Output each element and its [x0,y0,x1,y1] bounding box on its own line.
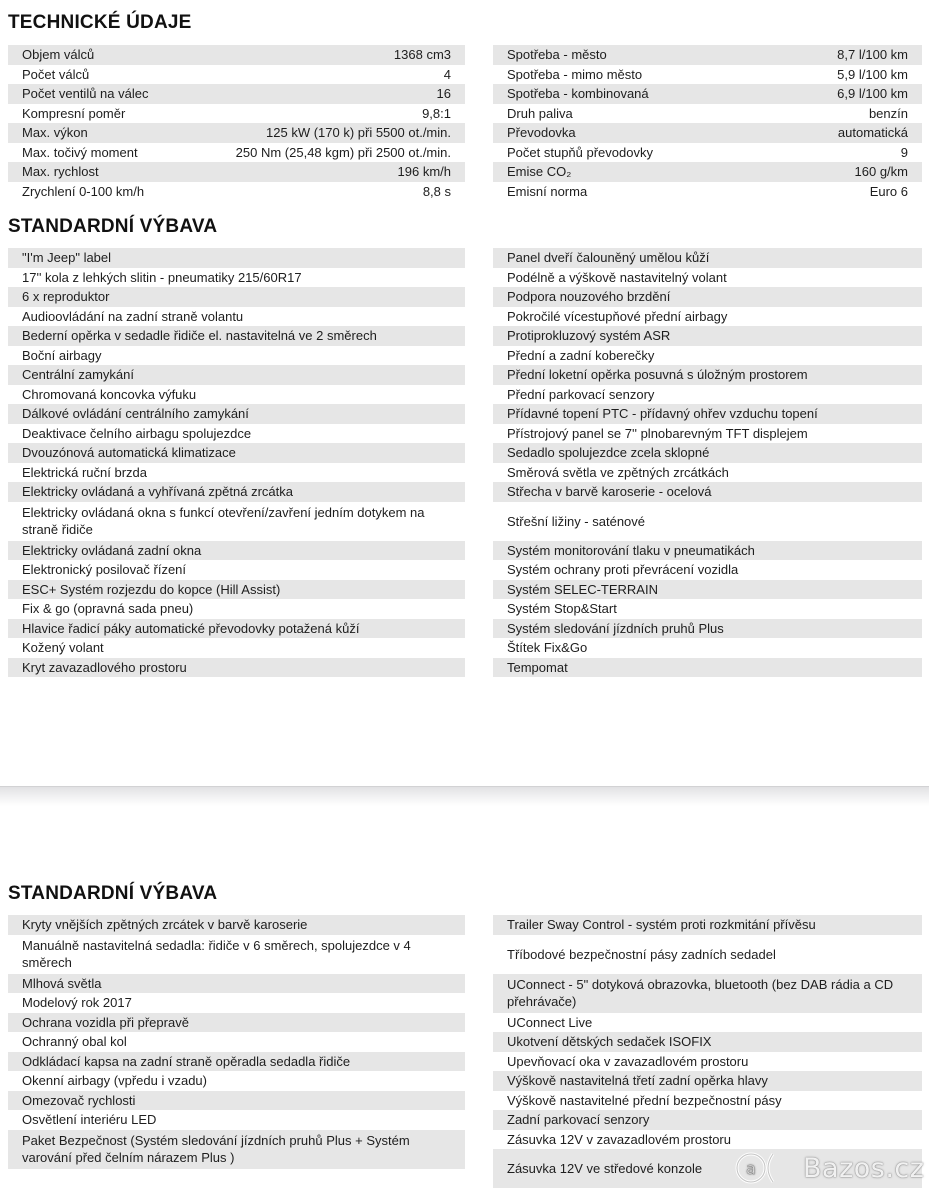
equipment-item-label: Tříbodové bezpečnostní pásy zadních sedadel [507,946,776,962]
equipment-item-label: Pokročilé vícestupňové přední airbagy [507,308,728,324]
equipment-item [493,404,922,424]
spec-value: 1368 cm3 [393,47,451,63]
equipment-item [8,915,465,935]
equipment-item [493,915,922,935]
equipment-item-label: Systém monitorování tlaku v pneumatikách [507,542,755,558]
equipment-item [8,307,465,327]
spec-value: 250 Nm (25,48 kgm) při 2500 ot./min. [235,144,451,160]
equipment-item [8,935,465,974]
equipment-item-label: Přední loketní opěrka posuvná s úložným prostorem [507,367,808,383]
equipment-item-label: Audioovládání na zadní straně volantu [22,308,244,324]
spec-value: Euro 6 [869,183,908,199]
equipment-item [493,1052,922,1072]
equipment-item [8,619,465,639]
equipment-item-label: Elektricky ovládaná zadní okna [22,542,202,558]
equipment-item [8,404,465,424]
bazos-watermark [733,1148,923,1188]
equipment-item [8,541,465,561]
equipment-item-label: 17'' kola z lehkých slitin - pneumatiky 215/60R17 [22,269,302,285]
spec-value: 4 [443,66,451,82]
equipment-item-label: Zadní parkovací senzory [507,1112,650,1128]
equipment-item-label: UConnect Live [507,1014,593,1030]
spec-row [8,182,465,202]
watermark-text: Bazos.cz [803,1152,925,1184]
spec-row [8,45,465,65]
equipment-item-label: Manuálně nastavitelná sedadla: řidiče v 6 směrech, spolujezdce v 4 směrech [22,938,411,970]
spec-label: Druh paliva [507,105,573,121]
spec-row [493,104,922,124]
equipment-item [8,993,465,1013]
equipment-item [8,1091,465,1111]
equipment-item [493,443,922,463]
spec-value: benzín [868,105,908,121]
equipment-item [8,424,465,444]
equipment-item-label: Elektrická ruční brzda [22,464,147,480]
equipment-item-label: Přístrojový panel se 7'' plnobarevným TFT displejem [507,425,808,441]
spec-label: Zrychlení 0-100 km/h [22,183,145,199]
equipment-item [8,974,465,994]
equipment-item [493,268,922,288]
equipment-item [8,1071,465,1091]
equipment-item [493,482,922,502]
equipment-item [493,424,922,444]
equipment-item [493,365,922,385]
equipment-item [8,385,465,405]
equipment-item [8,1013,465,1033]
equipment-item-label: Hlavice řadicí páky automatické převodovky potažená kůží [22,620,360,636]
equipment-item-label: Paket Bezpečnost (Systém sledování jízdních pruhů Plus + Systém varování před čelním nárazem Plus ) [22,1133,410,1165]
equipment-item [493,1013,922,1033]
equipment-item-label: Zásuvka 12V v zavazadlovém prostoru [507,1131,731,1147]
svg-text:a: a [746,1159,756,1178]
equipment-item-label: Přední a zadní koberečky [507,347,655,363]
equipment-item-label: Systém sledování jízdních pruhů Plus [507,620,724,636]
tech-specs-left-table [8,45,465,201]
equipment-item-label: Kožený volant [22,640,104,656]
tech-specs-right-table [493,45,922,201]
spec-row [8,104,465,124]
equipment-item-label: Sedadlo spolujezdce zcela sklopné [507,445,710,461]
spec-label: Max. výkon [22,125,88,141]
equipment-item [8,326,465,346]
bazos-logo-icon [733,1150,797,1186]
equipment-item [8,482,465,502]
equipment-item [8,443,465,463]
spec-value: 125 kW (170 k) při 5500 ot./min. [266,125,451,141]
equipment-item [493,619,922,639]
equipment-item [8,287,465,307]
equipment-item [8,1130,465,1169]
equipment-item-label: Osvětlení interiéru LED [22,1112,157,1128]
equipment-item-label: Elektricky ovládaná a vyhřívaná zpětná zrcátka [22,484,293,500]
spec-row [493,65,922,85]
equipment-item-label: Dálkové ovládání centrálního zamykání [22,406,249,422]
equipment-item [493,1032,922,1052]
equipment-item-label: Boční airbagy [22,347,102,363]
equipment-item [493,638,922,658]
equipment-heading-1: STANDARDNÍ VÝBAVA [8,216,218,237]
equipment-item-label: ESC+ Systém rozjezdu do kopce (Hill Assist) [22,581,281,597]
equipment-item-label: Ukotvení dětských sedaček ISOFIX [507,1034,712,1050]
spec-value: 6,9 l/100 km [837,86,908,102]
equipment-item-label: Výškově nastavitelná třetí zadní opěrka hlavy [507,1073,768,1089]
equipment-item [8,365,465,385]
equipment-item [493,1110,922,1130]
spec-label: Počet stupňů převodovky [507,144,653,160]
equipment-item-label: Modelový rok 2017 [22,995,132,1011]
equipment-item [8,560,465,580]
equipment-item [493,1071,922,1091]
equipment-item [493,935,922,974]
equipment-item-label: Přídavné topení PTC - přídavný ohřev vzduchu topení [507,406,818,422]
equipment-item [8,580,465,600]
spec-label: Převodovka [507,125,576,141]
spec-value: 160 g/km [854,164,908,180]
equipment-2-left-list [8,915,465,1169]
equipment-item-label: Bederní opěrka v sedadle řidiče el. nastavitelná ve 2 směrech [22,328,377,344]
spec-row [493,123,922,143]
equipment-item [493,287,922,307]
equipment-item-label: Podpora nouzového brzdění [507,289,671,305]
equipment-item [493,385,922,405]
equipment-item [493,248,922,268]
equipment-item-label: Tempomat [507,659,568,675]
equipment-item-label: "I'm Jeep" label [22,250,112,266]
spec-row [8,84,465,104]
equipment-item [493,307,922,327]
spec-label: Max. rychlost [22,164,99,180]
spec-label: Počet ventilů na válec [22,86,149,102]
page-divider-line [0,786,929,787]
equipment-item-label: Panel dveří čalouněný umělou kůží [507,250,710,266]
equipment-item-label: Protiprokluzový systém ASR [507,328,671,344]
equipment-item-label: UConnect - 5" dotyková obrazovka, bluetooth (bez DAB rádia a CD přehrávače) [507,977,894,1009]
equipment-item [493,346,922,366]
equipment-item-label: Chromovaná koncovka výfuku [22,386,197,402]
spec-row [493,182,922,202]
equipment-item-label: Upevňovací oka v zavazadlovém prostoru [507,1053,749,1069]
equipment-item-label: Omezovač rychlosti [22,1092,136,1108]
spec-value: 196 km/h [397,164,451,180]
spec-row [493,45,922,65]
equipment-item-label: Okenní airbagy (vpředu i vzadu) [22,1073,207,1089]
equipment-item-label: Výškově nastavitelné přední bezpečnostní pásy [507,1092,782,1108]
spec-label: Počet válců [22,66,90,82]
spec-label: Kompresní poměr [22,105,126,121]
equipment-item-label: Kryty vnějších zpětných zrcátek v barvě karoserie [22,917,308,933]
spec-label: Spotřeba - město [507,47,607,63]
equipment-item [8,463,465,483]
spec-row [8,65,465,85]
spec-label: Spotřeba - mimo město [507,66,643,82]
equipment-item-label: Střecha v barvě karoserie - ocelová [507,484,712,500]
equipment-item [8,268,465,288]
equipment-item-label: Štítek Fix&Go [507,640,588,656]
equipment-item [8,599,465,619]
equipment-item-label: Centrální zamykání [22,367,134,383]
equipment-item-label: Přední parkovací senzory [507,386,655,402]
equipment-1-right-list [493,248,922,677]
equipment-item [8,638,465,658]
equipment-item-label: Systém Stop&Start [507,601,617,617]
equipment-item-label: Systém SELEC-TERRAIN [507,581,658,597]
equipment-item [493,599,922,619]
equipment-item [8,658,465,678]
spec-value: 8,8 s [422,183,451,199]
spec-value: 9,8:1 [422,105,451,121]
spec-row [493,143,922,163]
spec-label: Spotřeba - kombinovaná [507,86,649,102]
equipment-item-label: Ochranný obal kol [22,1034,127,1050]
equipment-1-left-list [8,248,465,677]
equipment-item-label: Podélně a výškově nastavitelný volant [507,269,727,285]
spec-row [493,84,922,104]
spec-row [493,162,922,182]
equipment-item-label: Deaktivace čelního airbagu spolujezdce [22,425,252,441]
equipment-item-label: Systém ochrany proti převrácení vozidla [507,562,739,578]
equipment-item-label: Elektronický posilovač řízení [22,562,187,578]
equipment-item [8,1032,465,1052]
equipment-item-label: Dvouzónová automatická klimatizace [22,445,236,461]
equipment-item [493,658,922,678]
equipment-item [493,541,922,561]
equipment-item [493,326,922,346]
equipment-item [493,974,922,1013]
equipment-item [8,502,465,541]
equipment-item-label: Směrová světla ve zpětných zrcátkách [507,464,729,480]
equipment-item [8,1052,465,1072]
equipment-item-label: Kryt zavazadlového prostoru [22,659,187,675]
spec-label: Emisní norma [507,183,588,199]
equipment-item-label: Zásuvka 12V ve středové konzole [507,1161,703,1176]
equipment-item [493,1130,922,1150]
equipment-item [493,502,922,541]
page-divider [0,786,929,806]
spec-row [8,123,465,143]
equipment-item-label: 6 x reproduktor [22,289,110,305]
spec-row [8,143,465,163]
equipment-item [8,248,465,268]
spec-value: 5,9 l/100 km [837,66,908,82]
spec-value: automatická [837,125,908,141]
spec-value: 16 [436,86,451,102]
spec-value: 8,7 l/100 km [837,47,908,63]
spec-row [8,162,465,182]
equipment-item-label: Ochrana vozidla při přepravě [22,1014,189,1030]
spec-label: Emise CO₂ [507,164,572,180]
equipment-item [493,1091,922,1111]
equipment-item-label: Elektricky ovládaná okna s funkcí otevření/zavření jedním dotykem na straně řidiče [22,505,425,537]
equipment-item-label: Odkládací kapsa na zadní straně opěradla sedadla řidiče [22,1053,351,1069]
spec-value: 9 [900,144,908,160]
equipment-item-label: Mlhová světla [22,975,102,991]
tech-specs-heading: TECHNICKÉ ÚDAJE [8,12,192,33]
equipment-item-label: Fix & go (opravná sada pneu) [22,601,194,617]
equipment-item [8,346,465,366]
spec-label: Objem válců [22,47,95,63]
equipment-item [8,1110,465,1130]
equipment-item-label: Trailer Sway Control - systém proti rozkmitání přívěsu [507,917,816,933]
equipment-heading-2: STANDARDNÍ VÝBAVA [8,883,218,904]
equipment-item-label: Střešní ližiny - saténové [507,513,646,529]
equipment-item [493,580,922,600]
spec-label: Max. točivý moment [22,144,138,160]
equipment-item [493,560,922,580]
equipment-item [493,463,922,483]
